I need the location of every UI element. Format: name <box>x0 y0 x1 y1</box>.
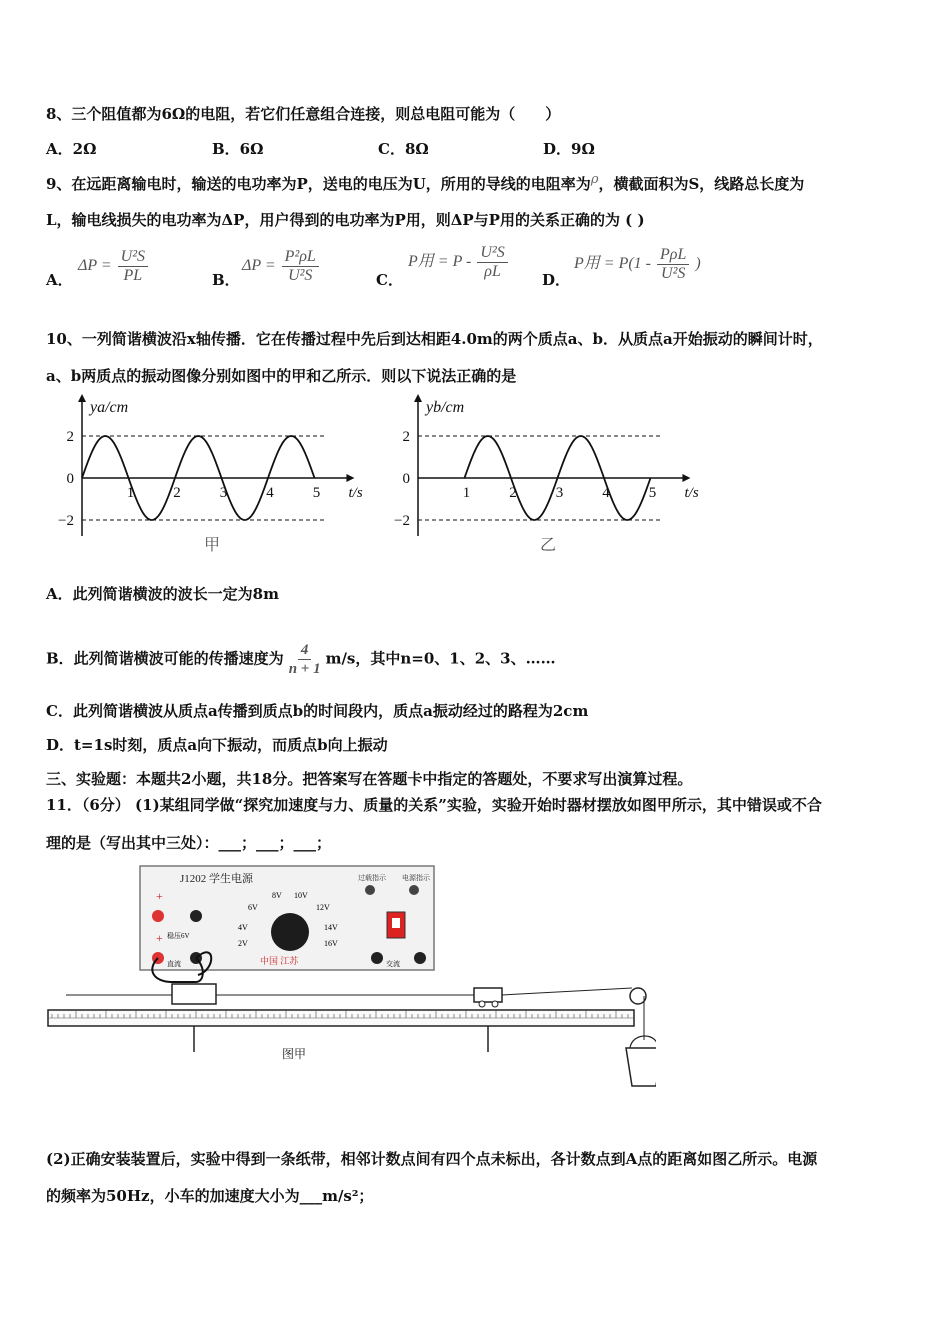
q8-option-d: D．9Ω <box>543 140 595 158</box>
terminal-ac-left[interactable] <box>371 952 383 964</box>
formula-c-den: ρL <box>484 263 501 280</box>
formula-a-fraction <box>118 248 148 285</box>
cart-wheel-left <box>479 1001 485 1007</box>
q10-option-b <box>46 641 556 678</box>
q8-option-c: C．8Ω <box>378 140 429 158</box>
q10-option-a: A．此列简谐横波的波长一定为8m <box>46 585 279 603</box>
formula-b-den: U²S <box>288 267 313 284</box>
cart <box>474 988 502 1002</box>
plus-sign-bottom: + <box>156 931 163 945</box>
pull-string <box>502 988 632 995</box>
q9-label-d: D． <box>542 271 571 289</box>
formula-d-den: U²S <box>661 265 686 282</box>
q9-stem-line2: L，输电线损失的电功率为ΔP，用户得到的电功率为P用，则ΔP与P用的关系正确的为 ( ) <box>46 211 645 229</box>
terminal-black-top[interactable] <box>190 910 202 922</box>
y-tick-label: −2 <box>58 513 74 529</box>
voltage-knob[interactable] <box>271 913 309 951</box>
volt-label-2v: 2V <box>238 939 248 948</box>
x-tick-label: 4 <box>266 485 274 501</box>
q10-option-c: C．此列简谐横波从质点a传播到质点b的时间段内，质点a振动经过的路程为2cm <box>46 702 589 720</box>
q9-formula-b <box>242 248 321 285</box>
ac-label: 交流 <box>386 960 400 968</box>
q10-option-b-fraction <box>286 641 324 678</box>
q10-option-d: D．t=1s时刻，质点a向下振动，而质点b向上振动 <box>46 736 388 754</box>
y-tick-label: 2 <box>402 429 410 445</box>
q8-option-b: B．6Ω <box>212 140 264 158</box>
power-indicator-light <box>409 885 419 895</box>
y-axis-label: ya/cm <box>90 399 129 416</box>
q10-option-b-pre: B．此列简谐横波可能的传播速度为 <box>46 649 284 668</box>
maker-label: 中国 江苏 <box>260 956 299 966</box>
chart-yi <box>382 392 712 558</box>
y-axis-label: yb/cm <box>426 399 465 416</box>
x-tick-label: 2 <box>509 485 517 501</box>
q10-stem-line2: a、b两质点的振动图像分别如图中的甲和乙所示．则以下说法正确的是 <box>46 367 517 385</box>
x-tick-label: 5 <box>312 485 321 501</box>
chart-caption: 甲 <box>204 537 221 554</box>
cart-wheel-right <box>492 1001 498 1007</box>
formula-b-lhs: ΔP = <box>242 257 276 275</box>
q11-part2-line1: (2)正确安装装置后，实验中得到一条纸带，相邻计数点间有四个点未标出，各计数点到A点的距离如图乙所示。电源 <box>46 1150 818 1168</box>
volt-label-16v: 16V <box>324 939 338 948</box>
formula-a-lhs: ΔP = <box>78 257 112 275</box>
q9-formula-c <box>408 244 510 281</box>
bucket <box>626 1048 656 1086</box>
apparatus-figure <box>46 860 656 1095</box>
formula-b-num: P²ρL <box>282 248 319 267</box>
x-tick-label: 1 <box>126 485 135 501</box>
q10-option-b-post: m/s，其中n=0、1、2、3、…… <box>325 649 556 668</box>
y-axis-arrow <box>414 394 422 402</box>
chart-caption: 乙 <box>540 537 557 554</box>
x-axis-label: t/s <box>684 485 699 501</box>
q9-formula-d <box>574 246 701 283</box>
formula-d-fraction <box>657 246 689 283</box>
q9-label-c: C． <box>376 271 403 289</box>
y-axis-arrow <box>78 394 86 402</box>
power-indicator-label: 电源指示 <box>402 874 430 882</box>
q8-option-a: A．2Ω <box>46 140 97 158</box>
q11-stem-line2: 理的是（写出其中三处）：___；___；___； <box>46 834 332 852</box>
volt-label-4v: 4V <box>238 923 248 932</box>
q9-stem-text1: 9、在远距离输电时，输送的电功率为P，送电的电压为U，所用的导线的电阻率为 <box>46 175 591 193</box>
volt-label-14v: 14V <box>324 923 338 932</box>
x-tick-label: 5 <box>648 485 657 501</box>
formula-a-num: U²S <box>118 248 148 267</box>
figure-jia-caption: 图甲 <box>282 1047 307 1061</box>
formula-d-rhs: ) <box>695 255 701 273</box>
formula-d-num: PρL <box>657 246 689 265</box>
y-tick-label: 2 <box>66 429 74 445</box>
terminal-red-top[interactable] <box>152 910 164 922</box>
terminal-ac-right[interactable] <box>414 952 426 964</box>
q9-label-b: B． <box>212 271 240 289</box>
overload-indicator-label: 过载指示 <box>358 874 386 882</box>
x-axis-arrow <box>346 474 354 482</box>
chart-jia <box>46 392 382 558</box>
q9-stem-line1 <box>46 172 804 194</box>
q9-rho-symbol: ρ <box>590 172 599 187</box>
q11-part2-line2: 的频率为50Hz，小车的加速度大小为___m/s²； <box>46 1187 374 1205</box>
x-axis-label: t/s <box>348 485 363 501</box>
formula-c-num: U²S <box>477 244 507 263</box>
q9-stem-text1b: ，横截面积为S，线路总长度为 <box>598 175 805 193</box>
overload-indicator-light <box>365 885 375 895</box>
volt-label-6v: 6V <box>248 903 258 912</box>
x-axis-arrow <box>682 474 690 482</box>
q10-stem-line1: 10、一列简谐横波沿x轴传播．它在传播过程中先后到达相距4.0m的两个质点a、b．从质点a开始振动的瞬间计时， <box>46 330 823 348</box>
bucket-handle <box>630 1036 656 1048</box>
formula-b-fraction <box>282 248 319 285</box>
q8-stem: 8、三个阻值都为6Ω的电阻，若它们任意组合连接，则总电阻可能为（ ） <box>46 105 561 123</box>
q11-stem-line1: 11．（6分） (1)某组同学做“探究加速度与力、质量的关系”实验，实验开始时器材摆放如图甲所示，其中错误或不合 <box>46 796 822 814</box>
volt-label-10v: 10V <box>294 891 308 900</box>
volt-label-12v: 12V <box>316 903 330 912</box>
y-tick-label: 0 <box>66 471 74 487</box>
plus-sign-top: + <box>156 889 163 903</box>
x-tick-label: 4 <box>602 485 610 501</box>
power-switch-mark <box>392 918 400 928</box>
x-tick-label: 1 <box>462 485 471 501</box>
formula-c-fraction <box>477 244 507 281</box>
timer-device <box>172 984 216 1004</box>
q9-formula-a <box>78 248 150 285</box>
formula-d-lhs: P用 = P(1 - <box>574 255 652 273</box>
formula-c-lhs: P用 = P - <box>408 253 472 271</box>
x-tick-label: 3 <box>219 485 228 501</box>
dc-label: 直流 <box>167 960 181 968</box>
steady-voltage-label: 稳压6V <box>167 932 190 940</box>
volt-label-8v: 8V <box>272 891 282 900</box>
x-tick-label: 2 <box>173 485 181 501</box>
power-supply-title: J1202 学生电源 <box>180 873 254 885</box>
y-tick-label: −2 <box>394 513 410 529</box>
formula-a-den: PL <box>123 267 143 284</box>
x-tick-label: 3 <box>555 485 564 501</box>
q10-option-b-den: n + 1 <box>288 661 321 677</box>
q9-label-a: A． <box>46 271 73 289</box>
y-tick-label: 0 <box>402 471 410 487</box>
section3-heading: 三、实验题：本题共2小题，共18分。把答案写在答题卡中指定的答题处，不要求写出演算过程。 <box>46 770 693 788</box>
q10-option-b-num: 4 <box>298 641 312 660</box>
